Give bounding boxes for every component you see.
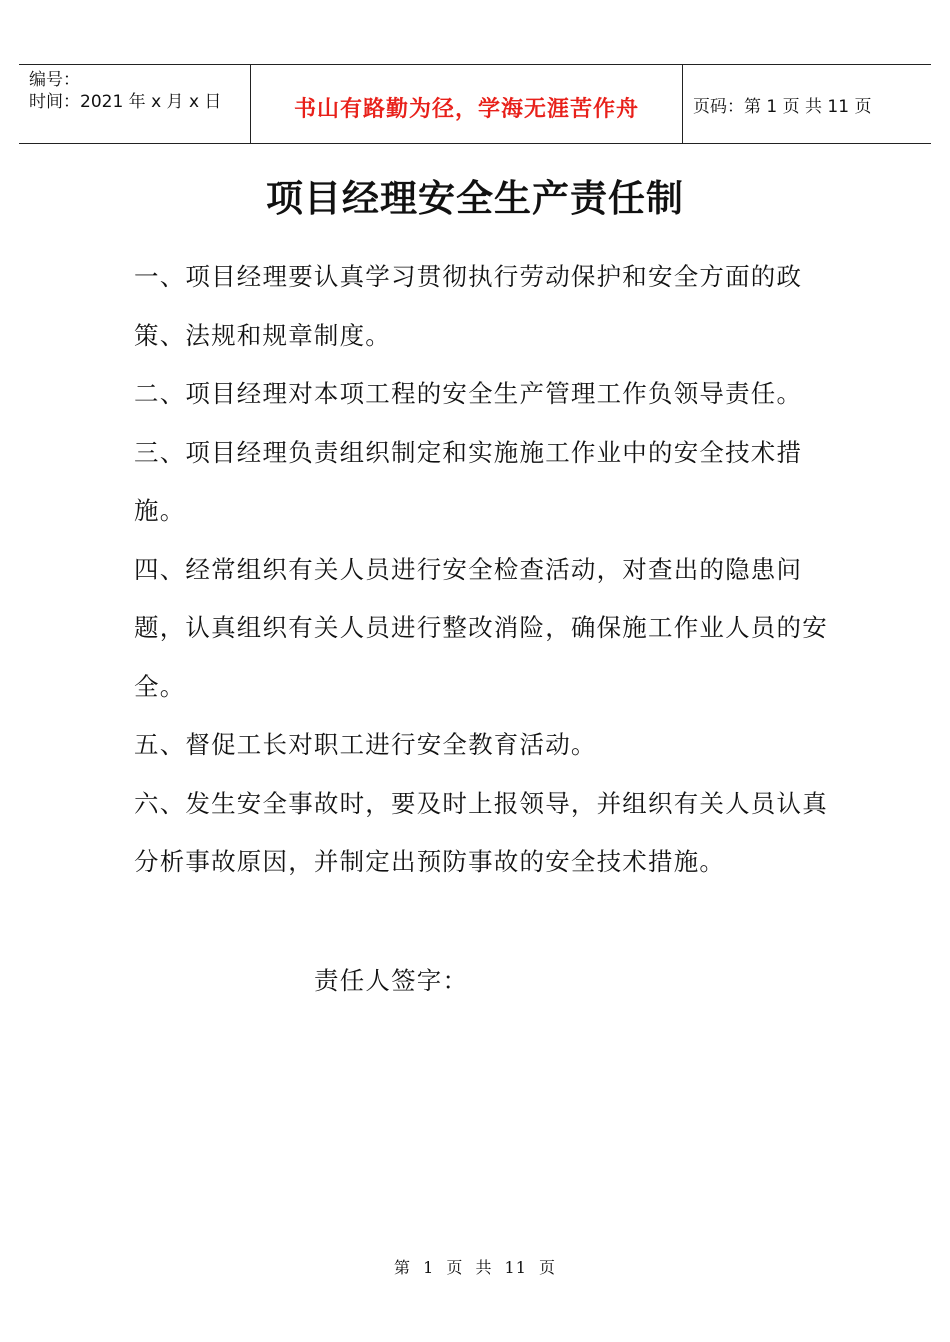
motto-text: 书山有路勤为径，学海无涯苦作舟 [293,96,639,122]
document-title: 项目经理安全生产责任制 [266,177,684,220]
document-body [134,248,834,892]
header-page-cell [683,65,931,143]
clause-paragraph: 三、项目经理负责组织制定和实施施工作业中的安全技术措施。 [134,437,803,525]
clause-paragraph: 一、项目经理要认真学习贯彻执行劳动保护和安全方面的政策、法规和规章制度。 [134,262,803,350]
clause-paragraph: 六、发生安全事故时，要及时上报领导，并组织有关人员认真分析事故原因，并制定出预防事故的安全技术措施。 [134,788,828,876]
document-number-label: 编号： [29,70,80,90]
page-footer: 第 1 页 共 11 页 [394,1258,556,1277]
document-time-label: 时间：2021 年 x 月 x 日 [29,92,222,112]
signature-label: 责任人签字： [314,966,469,995]
clause-paragraph: 五、督促工长对职工进行安全教育活动。 [134,730,597,759]
page-info-text: 页码：第 1 页 共 11 页 [693,96,872,117]
clause-paragraph: 四、经常组织有关人员进行安全检查活动，对查出的隐患问题，认真组织有关人员进行整改消险，确保施工作业人员的安全。 [134,554,828,701]
clause-paragraph: 二、项目经理对本项工程的安全生产管理工作负领导责任。 [134,379,803,408]
header-motto-cell [251,65,683,143]
header-meta-cell [19,65,251,143]
header-table [19,64,931,144]
